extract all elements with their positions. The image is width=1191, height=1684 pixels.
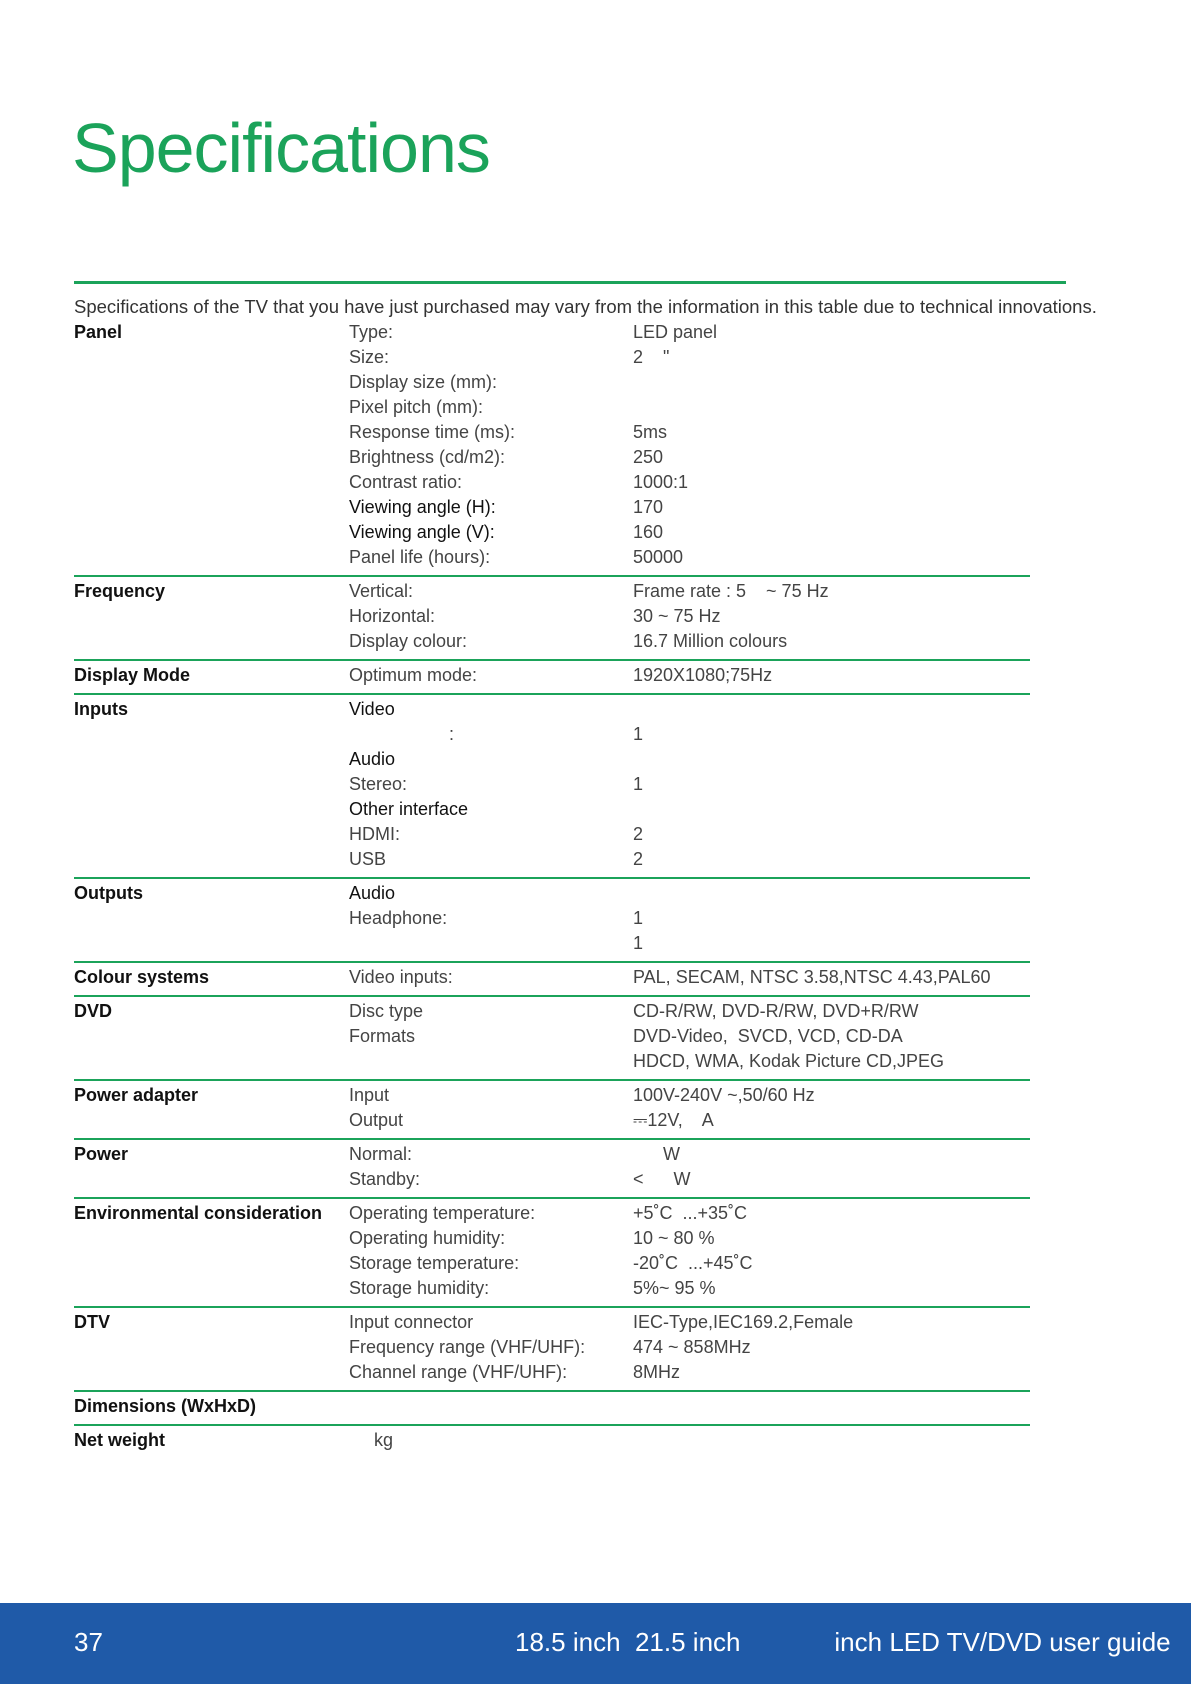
spec-row (74, 931, 1030, 956)
spec-label: Headphone: (349, 908, 448, 928)
spec-row (74, 663, 1030, 688)
spec-row (74, 370, 1030, 395)
spec-category: DTV (74, 1312, 110, 1332)
spec-value: 160 (633, 522, 664, 542)
spec-section (74, 320, 1030, 577)
spec-subheading: Audio (349, 749, 396, 769)
spec-subheading: Video (349, 699, 395, 719)
spec-row (74, 545, 1030, 570)
spec-label: Disc type (349, 1001, 424, 1021)
spec-row (74, 604, 1030, 629)
spec-label: Stereo: (349, 774, 408, 794)
spec-row (74, 1276, 1030, 1301)
spec-row (74, 420, 1030, 445)
spec-label: Frequency range (VHF/UHF): (349, 1337, 586, 1357)
spec-subheading: Viewing angle (V): (349, 522, 495, 542)
spec-row (74, 1049, 1030, 1074)
spec-value: LED panel (633, 322, 718, 342)
spec-value (633, 395, 1023, 420)
spec-value: -20˚C ...+45˚C (633, 1253, 753, 1273)
spec-value: 170 (633, 497, 664, 517)
spec-label: Vertical: (349, 581, 414, 601)
spec-category: Dimensions (WxHxD) (74, 1396, 257, 1416)
spec-row (74, 520, 1030, 545)
spec-value (633, 797, 1023, 822)
spec-label: Response time (ms): (349, 422, 516, 442)
spec-value (633, 747, 1023, 772)
spec-label: : (349, 724, 455, 744)
spec-row (74, 747, 1030, 772)
spec-label: Normal: (349, 1144, 413, 1164)
spec-row (74, 495, 1030, 520)
spec-section (74, 879, 1030, 963)
spec-value (633, 1394, 1023, 1419)
spec-value: 30 ~ 75 Hz (633, 606, 721, 626)
spec-category: Colour systems (74, 967, 210, 987)
spec-label: Size: (349, 347, 390, 367)
spec-category: Power adapter (74, 1085, 199, 1105)
spec-row (74, 395, 1030, 420)
spec-category: DVD (74, 1001, 113, 1021)
spec-row (74, 1167, 1030, 1192)
spec-value: Frame rate : 5 ~ 75 Hz (633, 581, 829, 601)
spec-label: Operating temperature: (349, 1203, 536, 1223)
spec-label: Video inputs: (349, 967, 453, 987)
spec-label: Standby: (349, 1169, 421, 1189)
spec-value: 1 (633, 908, 644, 928)
spec-value (633, 881, 1023, 906)
spec-label: Input connector (349, 1312, 474, 1332)
page-title: Specifications (72, 109, 490, 187)
spec-value: W (633, 1144, 680, 1164)
spec-label: Contrast ratio: (349, 472, 463, 492)
spec-value: 50000 (633, 547, 684, 567)
spec-value: +5˚C ...+35˚C (633, 1203, 748, 1223)
spec-label: kg (349, 1430, 394, 1450)
spec-row (74, 1108, 1030, 1133)
spec-value: PAL, SECAM, NTSC 3.58,NTSC 4.43,PAL60 (633, 967, 991, 987)
spec-label: Optimum mode: (349, 665, 478, 685)
spec-value: 8MHz (633, 1362, 681, 1382)
spec-row (74, 1024, 1030, 1049)
spec-subheading: Viewing angle (H): (349, 497, 496, 517)
spec-category: Display Mode (74, 665, 191, 685)
spec-row (74, 629, 1030, 654)
spec-section (74, 1081, 1030, 1140)
spec-label: Storage humidity: (349, 1278, 490, 1298)
spec-label: Panel life (hours): (349, 547, 491, 567)
spec-label: Storage temperature: (349, 1253, 520, 1273)
spec-value: 250 (633, 447, 664, 467)
spec-section (74, 577, 1030, 661)
spec-value: 100V-240V ~,50/60 Hz (633, 1085, 815, 1105)
spec-value: 5ms (633, 422, 668, 442)
spec-value: DVD-Video, SVCD, VCD, CD-DA (633, 1026, 903, 1046)
spec-value (633, 370, 1023, 395)
spec-subheading: Other interface (349, 799, 469, 819)
spec-value: 1 (633, 724, 644, 744)
spec-label: Display size (mm): (349, 372, 498, 392)
spec-row (74, 772, 1030, 797)
spec-row (74, 722, 1030, 747)
spec-section (74, 1392, 1030, 1426)
spec-section (74, 997, 1030, 1081)
spec-section (74, 695, 1030, 879)
spec-label: Input (349, 1085, 390, 1105)
spec-value: 474 ~ 858MHz (633, 1337, 751, 1357)
spec-label: Output (349, 1110, 404, 1130)
spec-label (349, 1049, 633, 1074)
spec-subheading: Audio (349, 883, 396, 903)
spec-section (74, 1308, 1030, 1392)
spec-category: Panel (74, 322, 123, 342)
spec-row (74, 1142, 1030, 1167)
spec-label: Type: (349, 322, 394, 342)
spec-row (74, 579, 1030, 604)
spec-value: 10 ~ 80 % (633, 1228, 715, 1248)
spec-row (74, 1083, 1030, 1108)
spec-label: Pixel pitch (mm): (349, 397, 484, 417)
footer-title: 18.5 inch 21.5 inch inch LED TV/DVD user guide (515, 1627, 1171, 1657)
spec-section (74, 963, 1030, 997)
spec-category: Outputs (74, 883, 143, 903)
spec-row (74, 445, 1030, 470)
spec-section (74, 1199, 1030, 1308)
spec-label: Formats (349, 1026, 416, 1046)
spec-section (74, 1426, 1030, 1458)
page-footer (0, 1603, 1191, 1684)
spec-category: Inputs (74, 699, 128, 719)
spec-value (633, 697, 1023, 722)
spec-label: Horizontal: (349, 606, 436, 626)
specifications-table (74, 320, 1030, 1458)
spec-value: 1920X1080;75Hz (633, 665, 773, 685)
spec-label: HDMI: (349, 824, 400, 844)
spec-row (74, 697, 1030, 722)
spec-row (74, 1428, 1030, 1453)
title-divider (74, 281, 1066, 284)
spec-value: CD-R/RW, DVD-R/RW, DVD+R/RW (633, 1001, 919, 1021)
spec-row (74, 881, 1030, 906)
spec-value: HDCD, WMA, Kodak Picture CD,JPEG (633, 1051, 945, 1071)
spec-label (349, 1394, 633, 1419)
spec-value: 5%~ 95 % (633, 1278, 716, 1298)
spec-value: 1 (633, 774, 644, 794)
spec-row (74, 1310, 1030, 1335)
spec-row (74, 847, 1030, 872)
spec-value: 2 " (633, 347, 670, 367)
spec-value: 1 (633, 933, 644, 953)
spec-row (74, 470, 1030, 495)
spec-row (74, 320, 1030, 345)
intro-text: Specifications of the TV that you have just purchased may vary from the information in this table due to technical innovations. (74, 296, 1097, 317)
spec-value: < W (633, 1169, 691, 1189)
spec-value: ⎓12V, A (633, 1110, 714, 1130)
spec-row (74, 906, 1030, 931)
spec-label: Operating humidity: (349, 1228, 506, 1248)
spec-label: Brightness (cd/m2): (349, 447, 506, 467)
spec-value: 2 (633, 849, 644, 869)
spec-row (74, 1360, 1030, 1385)
spec-row (74, 965, 1030, 990)
spec-section (74, 1140, 1030, 1199)
spec-category: Power (74, 1144, 129, 1164)
spec-value: 1000:1 (633, 472, 689, 492)
spec-value: 16.7 Million colours (633, 631, 788, 651)
spec-row (74, 822, 1030, 847)
spec-category: Net weight (74, 1430, 166, 1450)
spec-row (74, 1251, 1030, 1276)
spec-value (633, 1428, 1023, 1453)
spec-row (74, 1335, 1030, 1360)
page-number: 37 (74, 1627, 103, 1657)
spec-row (74, 999, 1030, 1024)
spec-row (74, 797, 1030, 822)
spec-label: Channel range (VHF/UHF): (349, 1362, 568, 1382)
spec-category: Frequency (74, 581, 166, 601)
spec-section (74, 661, 1030, 695)
spec-value: 2 (633, 824, 644, 844)
spec-label (349, 931, 633, 956)
spec-label: USB (349, 849, 387, 869)
spec-value: IEC-Type,IEC169.2,Female (633, 1312, 854, 1332)
spec-category: Environmental consideration (74, 1203, 323, 1223)
spec-row (74, 345, 1030, 370)
spec-label: Display colour: (349, 631, 468, 651)
spec-row (74, 1226, 1030, 1251)
